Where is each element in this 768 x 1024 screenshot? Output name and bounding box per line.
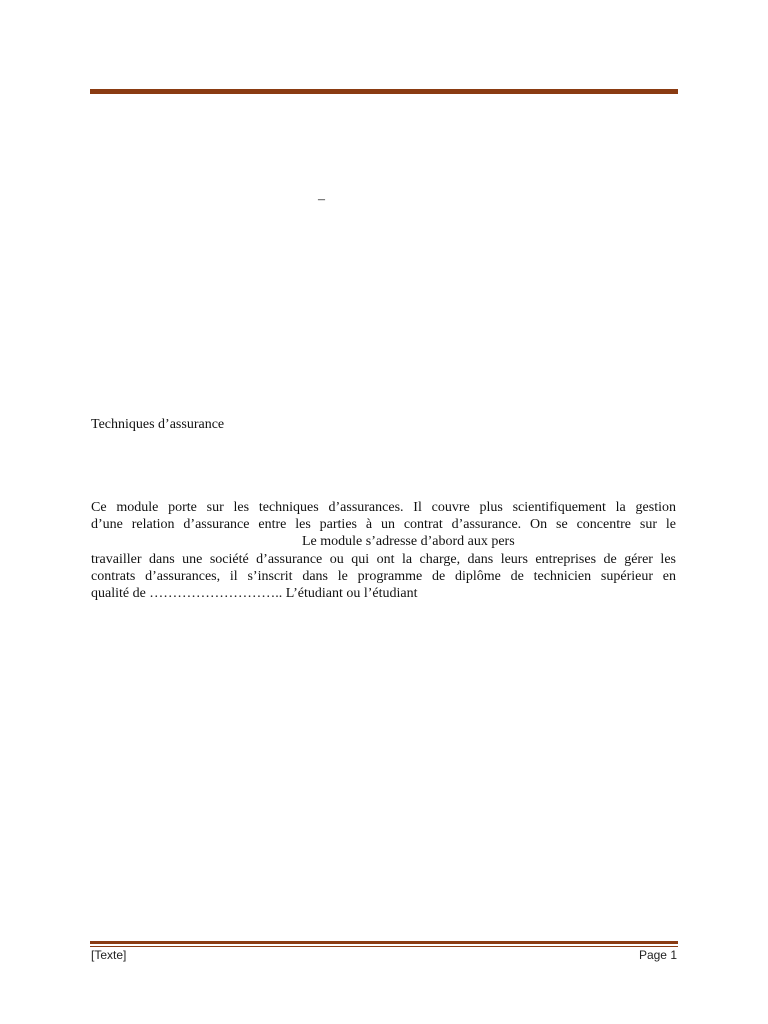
paragraph-line: d’une relation d’assurance entre les parties à un contrat d’assurance. On se concentre sur le [91, 517, 676, 533]
paragraph-line: Ce module porte sur les techniques d’assurances. Il couvre plus scientifiquement la gestion [91, 500, 676, 515]
paragraph-line: travailler dans une société d’assurance ou qui ont la charge, dans leurs entreprises de gérer les [91, 551, 676, 567]
dash-mark: – [318, 192, 325, 207]
paragraph-line: contrats d’assurances, il s’inscrit dans le programme de diplôme de technicien supérieur en [91, 568, 676, 584]
page-number: Page 1 [638, 948, 677, 962]
body-paragraph [91, 499, 676, 602]
footer-left-text: [Texte] [91, 948, 127, 962]
section-title: Techniques d’assurance [91, 417, 225, 432]
footer-rule-thin [90, 946, 678, 947]
header-rule [90, 89, 678, 94]
paragraph-line: qualité de ……………………….. L’étudiant ou l’étudiant [91, 585, 418, 601]
footer-rule [90, 941, 678, 944]
paragraph-line: Le module s’adresse d’abord aux pers [302, 534, 515, 550]
